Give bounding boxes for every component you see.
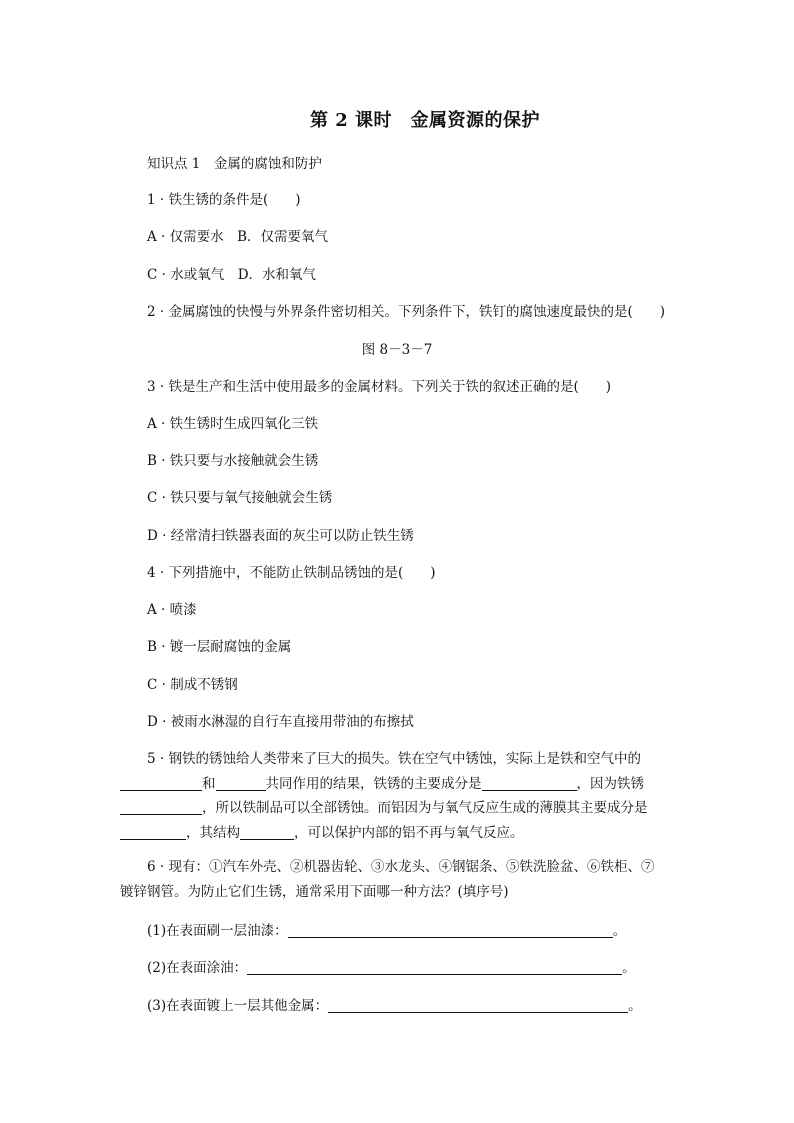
answer-blank[interactable] — [120, 824, 186, 840]
question-6-stem-line-1: 6 · 现有：①汽车外壳、②机器齿轮、③水龙头、④钢锯条、⑤铁洗脸盆、⑥铁柜、⑦ — [147, 859, 655, 875]
answer-blank[interactable] — [120, 775, 202, 791]
answer-blank[interactable] — [247, 959, 622, 975]
question-3-option-a: A · 铁生锈时生成四氧化三铁 — [147, 416, 319, 432]
period-mark: 。 — [622, 960, 636, 976]
answer-blank[interactable] — [482, 775, 577, 791]
period-mark: 。 — [628, 998, 642, 1014]
page-title: 第 2 课时 金属资源的保护 — [309, 110, 541, 131]
question-4-option-c: C · 制成不锈钢 — [147, 677, 238, 693]
question-6-stem — [120, 855, 675, 904]
answer-blank[interactable] — [288, 922, 613, 938]
question-5-text-4: ，因为铁锈 — [576, 775, 644, 792]
question-4-option-d: D · 被雨水淋湿的自行车直接用带油的布擦拭 — [147, 714, 414, 730]
question-3-option-c: C · 铁只要与氧气接触就会生锈 — [147, 490, 333, 506]
question-6-part-3-label: (3)在表面镀上一层其他金属： — [147, 998, 329, 1014]
question-1-options-ab: A · 仅需要水 B．仅需要氧气 — [147, 229, 329, 245]
question-6-stem-line-2: 镀锌钢管。为防止它们生锈，通常采用下面哪一种方法？(填序号) — [120, 883, 509, 900]
question-5-text-6: ，其结构 — [186, 825, 240, 842]
question-5-text-3: 共同作用的结果，铁锈的主要成分是 — [265, 775, 482, 792]
question-4-option-b: B · 镀一层耐腐蚀的金属 — [147, 639, 292, 655]
figure-caption: 图 8－3－7 — [361, 342, 433, 358]
question-6-part-2 — [147, 959, 636, 977]
question-4-option-a: A · 喷漆 — [147, 602, 197, 618]
question-3-option-b: B · 铁只要与水接触就会生锈 — [147, 453, 319, 469]
question-6-part-3 — [147, 997, 642, 1015]
question-4-stem: 4 · 下列措施中，不能防止铁制品锈蚀的是( ) — [147, 565, 436, 581]
question-5-text-1: 5 · 钢铁的锈蚀给人类带来了巨大的损失。铁在空气中锈蚀，实际上是铁和空气中的 — [147, 751, 641, 767]
question-5 — [120, 747, 675, 846]
question-1-stem: 1 · 铁生锈的条件是( ) — [147, 192, 301, 208]
question-5-text-7: ，可以保护内部的铝不再与氧气反应。 — [294, 825, 524, 842]
question-6-part-1 — [147, 922, 626, 940]
question-5-text-5: ，所以铁制品可以全部锈蚀。而铝因为与氧气反应生成的薄膜其主要成分是 — [202, 800, 648, 817]
question-3-option-d: D · 经常清扫铁器表面的灰尘可以防止铁生锈 — [147, 528, 414, 544]
answer-blank[interactable] — [216, 775, 266, 791]
question-3-stem: 3 · 铁是生产和生活中使用最多的金属材料。下列关于铁的叙述正确的是( ) — [147, 379, 611, 395]
question-6-part-1-label: (1)在表面刷一层油漆： — [147, 923, 288, 939]
question-6-part-2-label: (2)在表面涂油： — [147, 960, 248, 976]
answer-blank[interactable] — [120, 799, 202, 815]
answer-blank[interactable] — [328, 997, 628, 1013]
question-5-text-2: 和 — [202, 775, 216, 792]
answer-blank[interactable] — [240, 824, 294, 840]
question-2-stem: 2 · 金属腐蚀的快慢与外界条件密切相关。下列条件下，铁钉的腐蚀速度最快的是( ) — [147, 304, 665, 320]
period-mark: 。 — [612, 923, 627, 939]
section-heading: 知识点 1 金属的腐蚀和防护 — [147, 156, 322, 172]
question-1-options-cd: C · 水或氧气 D．水和氧气 — [147, 267, 317, 283]
